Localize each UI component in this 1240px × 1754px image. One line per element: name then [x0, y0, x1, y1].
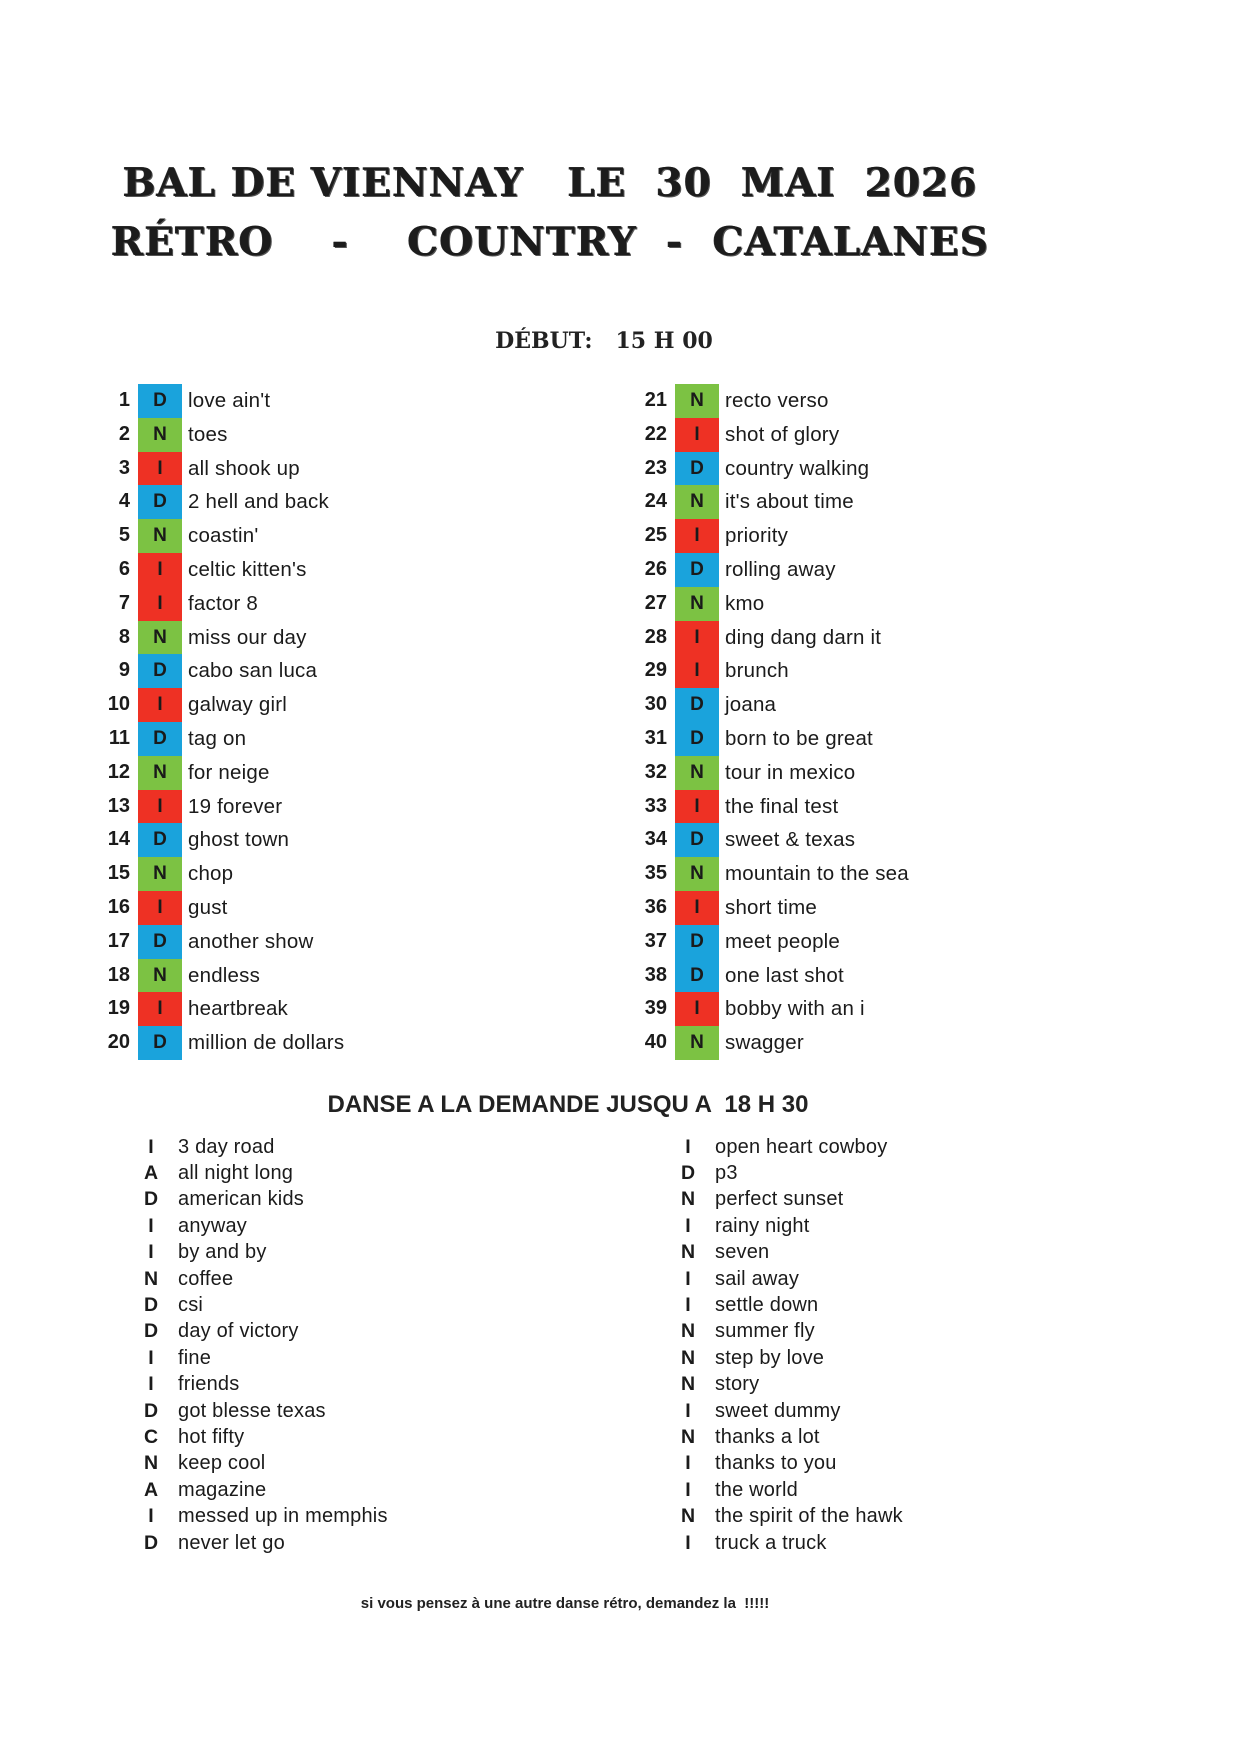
- dance-type-badge: D: [138, 722, 182, 756]
- request-row: [675, 1398, 903, 1424]
- playlist-number: 7: [118, 591, 130, 614]
- playlist-number: 23: [644, 456, 667, 479]
- dance-name: coastin': [188, 524, 259, 548]
- request-row: [675, 1477, 903, 1503]
- playlist-row: [627, 519, 909, 553]
- playlist-row: [90, 485, 344, 519]
- request-type-letter: A: [143, 1478, 159, 1501]
- request-row: [138, 1292, 388, 1318]
- dance-name: joana: [725, 693, 777, 717]
- playlist-number: 25: [644, 524, 667, 547]
- playlist-number: 6: [118, 557, 130, 580]
- request-dance-name: friends: [178, 1373, 240, 1396]
- request-row: [675, 1213, 903, 1239]
- dance-type-badge: I: [675, 621, 719, 655]
- playlist-row: [627, 823, 909, 857]
- request-dance-name: got blesse texas: [178, 1399, 326, 1422]
- request-row: [138, 1213, 388, 1239]
- playlist-number: 37: [644, 929, 667, 952]
- footer-note: si vous pensez à une autre danse rétro, demandez la !!!!!: [360, 1595, 770, 1612]
- request-row: [138, 1319, 388, 1345]
- playlist-row: [90, 688, 344, 722]
- request-type-letter: D: [680, 1162, 696, 1185]
- dance-type-badge: N: [675, 756, 719, 790]
- dance-type-badge: I: [675, 790, 719, 824]
- request-dance-name: the spirit of the hawk: [715, 1505, 903, 1528]
- playlist-row: [627, 857, 909, 891]
- playlist-number: 15: [107, 862, 130, 885]
- request-dance-name: sweet dummy: [715, 1399, 841, 1422]
- playlist-number: 40: [644, 1031, 667, 1054]
- request-type-letter: N: [680, 1320, 696, 1343]
- request-row: [138, 1503, 388, 1529]
- request-dance-name: summer fly: [715, 1320, 815, 1343]
- dance-type-badge: D: [675, 452, 719, 486]
- request-dance-name: never let go: [178, 1531, 285, 1554]
- playlist-number: 26: [644, 557, 667, 580]
- request-row: [138, 1160, 388, 1186]
- dance-type-badge: D: [138, 485, 182, 519]
- dance-name: swagger: [725, 1031, 804, 1055]
- request-row: [138, 1240, 388, 1266]
- request-row: [138, 1451, 388, 1477]
- request-dance-name: magazine: [178, 1478, 267, 1501]
- playlist-number: 24: [644, 490, 667, 513]
- dance-name: heartbreak: [188, 997, 289, 1021]
- request-row: [138, 1266, 388, 1292]
- playlist-row: [90, 553, 344, 587]
- dance-type-badge: D: [675, 688, 719, 722]
- dance-name: love ain't: [188, 389, 271, 412]
- playlist-row: [627, 384, 909, 418]
- playlist-number: 10: [107, 693, 130, 716]
- playlist-row: [90, 823, 344, 857]
- playlist-number: 34: [644, 828, 667, 851]
- playlist-number: 14: [107, 828, 130, 851]
- playlist-row: [627, 925, 909, 959]
- dance-name: priority: [725, 524, 789, 548]
- playlist-number: 38: [644, 963, 667, 986]
- playlist-number: 5: [118, 524, 130, 547]
- playlist-number: 22: [644, 422, 667, 445]
- playlist-number: 31: [644, 726, 667, 749]
- dance-name: 19 forever: [188, 794, 283, 818]
- playlist-row: [90, 891, 344, 925]
- playlist-row: [627, 891, 909, 925]
- playlist-number: 16: [107, 895, 130, 918]
- dance-type-badge: I: [675, 992, 719, 1026]
- dance-name: brunch: [725, 659, 789, 683]
- dance-type-badge: N: [675, 857, 719, 891]
- playlist-row: [90, 722, 344, 756]
- playlist-number: 9: [118, 659, 130, 682]
- playlist-row: [627, 418, 909, 452]
- dance-type-badge: D: [675, 925, 719, 959]
- playlist-row: [627, 992, 909, 1026]
- playlist-number: 1: [118, 389, 130, 411]
- dance-name: for neige: [188, 760, 270, 784]
- request-type-letter: I: [685, 1531, 691, 1554]
- request-type-letter: D: [143, 1188, 159, 1211]
- dance-type-badge: I: [138, 891, 182, 925]
- event-subtitle: RÉTRO - COUNTRY - CATALANES: [110, 219, 990, 265]
- request-type-letter: I: [148, 1346, 154, 1369]
- playlist-row: [627, 688, 909, 722]
- request-dance-name: coffee: [178, 1267, 234, 1290]
- dance-name: rolling away: [725, 557, 836, 581]
- playlist-number: 33: [644, 794, 667, 817]
- request-type-letter: C: [143, 1425, 159, 1448]
- request-dance-name: seven: [715, 1241, 770, 1264]
- request-dance-name: day of victory: [178, 1320, 299, 1343]
- playlist-row: [627, 485, 909, 519]
- dance-name: tag on: [188, 726, 247, 750]
- dance-name: million de dollars: [188, 1031, 345, 1055]
- playlist-row: [90, 925, 344, 959]
- request-heading: DANSE A LA DEMANDE JUSQU A 18 H 30: [327, 1091, 809, 1118]
- dance-type-badge: D: [675, 722, 719, 756]
- playlist-row: [627, 654, 909, 688]
- playlist-row: [627, 722, 909, 756]
- dance-name: all shook up: [188, 456, 300, 480]
- playlist-row: [90, 587, 344, 621]
- dance-name: endless: [188, 963, 261, 987]
- request-dance-name: all night long: [178, 1162, 294, 1185]
- request-type-letter: D: [143, 1294, 159, 1317]
- dance-type-badge: N: [138, 756, 182, 790]
- dance-type-badge: I: [675, 418, 719, 452]
- dance-name: bobby with an i: [725, 997, 865, 1021]
- request-dance-name: csi: [178, 1294, 204, 1317]
- request-type-letter: D: [143, 1531, 159, 1554]
- playlist-number: 4: [118, 490, 130, 513]
- request-row: [675, 1530, 903, 1556]
- playlist-number: 18: [107, 963, 130, 986]
- playlist-number: 30: [644, 693, 667, 716]
- dance-name: another show: [188, 929, 314, 953]
- request-row: [675, 1451, 903, 1477]
- request-row: [675, 1187, 903, 1213]
- request-dance-name: hot fifty: [178, 1425, 245, 1448]
- dance-name: country walking: [725, 456, 870, 480]
- playlist-number: 32: [644, 760, 667, 783]
- request-type-letter: I: [148, 1241, 154, 1264]
- request-type-letter: I: [685, 1294, 691, 1317]
- dance-name: mountain to the sea: [725, 862, 909, 886]
- dance-name: toes: [188, 422, 228, 446]
- playlist-row: [627, 452, 909, 486]
- dance-name: ding dang darn it: [725, 625, 882, 649]
- dance-type-badge: N: [138, 857, 182, 891]
- dance-type-badge: D: [138, 925, 182, 959]
- request-row: [675, 1160, 903, 1186]
- dance-type-badge: N: [675, 587, 719, 621]
- dance-type-badge: D: [675, 823, 719, 857]
- request-dance-name: keep cool: [178, 1452, 266, 1475]
- dance-name: gust: [188, 895, 228, 919]
- dance-type-badge: N: [138, 418, 182, 452]
- request-dance-name: anyway: [178, 1214, 248, 1237]
- request-type-letter: N: [680, 1505, 696, 1528]
- dance-name: chop: [188, 862, 234, 886]
- playlist-number: 21: [644, 389, 667, 411]
- dance-name: celtic kitten's: [188, 557, 307, 581]
- dance-type-badge: D: [675, 959, 719, 993]
- dance-name: 2 hell and back: [188, 490, 329, 514]
- playlist-number: 36: [644, 895, 667, 918]
- playlist-row: [90, 418, 344, 452]
- playlist-row: [90, 452, 344, 486]
- playlist-row: [90, 621, 344, 655]
- dance-type-badge: I: [675, 891, 719, 925]
- request-type-letter: I: [148, 1214, 154, 1237]
- request-type-letter: N: [680, 1188, 696, 1211]
- request-row: [675, 1240, 903, 1266]
- dance-type-badge: N: [138, 621, 182, 655]
- request-row: [675, 1372, 903, 1398]
- dance-type-badge: I: [138, 587, 182, 621]
- request-dance-name: story: [715, 1373, 760, 1396]
- playlist-row: [627, 959, 909, 993]
- dance-type-badge: I: [675, 519, 719, 553]
- request-dance-name: the world: [715, 1478, 798, 1501]
- dance-type-badge: I: [138, 452, 182, 486]
- dance-name: shot of glory: [725, 422, 840, 446]
- request-row: [675, 1266, 903, 1292]
- request-row: [138, 1477, 388, 1503]
- playlist-number: 28: [644, 625, 667, 648]
- dance-type-badge: D: [675, 553, 719, 587]
- request-dance-name: p3: [715, 1162, 738, 1185]
- playlist-number: 35: [644, 862, 667, 885]
- request-type-letter: N: [143, 1452, 159, 1475]
- playlist-number: 13: [107, 794, 130, 817]
- dance-type-badge: D: [138, 823, 182, 857]
- request-dance-name: settle down: [715, 1294, 819, 1317]
- dance-type-badge: I: [138, 992, 182, 1026]
- request-row: [675, 1134, 903, 1160]
- event-title: BAL DE VIENNAY LE 30 MAI 2026: [122, 160, 978, 206]
- playlist-row: [90, 959, 344, 993]
- playlist-number: 12: [107, 760, 130, 783]
- request-type-letter: N: [680, 1373, 696, 1396]
- playlist-number: 3: [118, 456, 130, 479]
- request-type-letter: I: [148, 1373, 154, 1396]
- request-type-letter: N: [680, 1346, 696, 1369]
- request-type-letter: I: [685, 1478, 691, 1501]
- playlist-row: [627, 621, 909, 655]
- playlist-row: [627, 790, 909, 824]
- playlist-number: 29: [644, 659, 667, 682]
- request-type-letter: N: [680, 1425, 696, 1448]
- request-type-letter: I: [685, 1399, 691, 1422]
- request-dance-name: rainy night: [715, 1214, 810, 1237]
- playlist-row: [90, 992, 344, 1026]
- request-dance-name: 3 day road: [178, 1135, 275, 1158]
- request-row: [675, 1319, 903, 1345]
- request-row: [138, 1134, 388, 1160]
- playlist-row: [90, 1026, 344, 1060]
- playlist-column-left: [90, 384, 344, 1060]
- playlist-row: [90, 384, 344, 418]
- request-row: [675, 1503, 903, 1529]
- dance-name: ghost town: [188, 828, 290, 852]
- request-type-letter: A: [143, 1162, 159, 1185]
- playlist-row: [627, 1026, 909, 1060]
- request-type-letter: D: [143, 1399, 159, 1422]
- playlist-number: 2: [118, 422, 130, 445]
- playlist-row: [627, 553, 909, 587]
- dance-type-badge: D: [138, 384, 182, 418]
- dance-type-badge: D: [138, 1026, 182, 1060]
- playlist-column-right: [627, 384, 909, 1060]
- request-row: [675, 1424, 903, 1450]
- playlist-row: [90, 519, 344, 553]
- request-dance-name: perfect sunset: [715, 1188, 844, 1211]
- request-type-letter: I: [685, 1214, 691, 1237]
- request-dance-name: by and by: [178, 1241, 267, 1264]
- request-type-letter: N: [680, 1241, 696, 1264]
- playlist-row: [90, 756, 344, 790]
- playlist-number: 20: [107, 1031, 130, 1054]
- dance-name: recto verso: [725, 389, 829, 412]
- dance-type-badge: I: [675, 654, 719, 688]
- dance-type-badge: D: [138, 654, 182, 688]
- playlist-row: [90, 654, 344, 688]
- dance-type-badge: N: [138, 519, 182, 553]
- dance-name: kmo: [725, 591, 765, 615]
- request-row: [138, 1187, 388, 1213]
- dance-name: tour in mexico: [725, 760, 856, 784]
- playlist-number: 19: [107, 997, 130, 1020]
- dance-name: it's about time: [725, 490, 854, 514]
- dance-type-badge: I: [138, 688, 182, 722]
- dance-name: sweet & texas: [725, 828, 856, 852]
- dance-type-badge: N: [675, 1026, 719, 1060]
- request-row: [138, 1372, 388, 1398]
- playlist-row: [627, 756, 909, 790]
- dance-name: the final test: [725, 794, 839, 818]
- request-dance-name: thanks to you: [715, 1452, 837, 1475]
- request-type-letter: I: [148, 1135, 154, 1158]
- dance-name: cabo san luca: [188, 659, 318, 683]
- request-type-letter: D: [143, 1320, 159, 1343]
- request-type-letter: I: [685, 1452, 691, 1475]
- request-row: [138, 1398, 388, 1424]
- playlist-number: 17: [107, 929, 130, 952]
- dance-name: short time: [725, 895, 817, 919]
- dance-type-badge: I: [138, 553, 182, 587]
- dance-name: factor 8: [188, 591, 258, 615]
- playlist-row: [90, 857, 344, 891]
- dance-type-badge: N: [675, 485, 719, 519]
- request-column-left: [138, 1134, 388, 1556]
- start-time: DÉBUT: 15 H 00: [495, 328, 713, 354]
- playlist-row: [627, 587, 909, 621]
- dance-name: born to be great: [725, 726, 873, 750]
- request-row: [138, 1345, 388, 1371]
- request-dance-name: step by love: [715, 1346, 825, 1369]
- request-dance-name: truck a truck: [715, 1531, 827, 1554]
- request-dance-name: american kids: [178, 1188, 304, 1211]
- dance-name: galway girl: [188, 693, 288, 717]
- request-row: [138, 1424, 388, 1450]
- dance-name: one last shot: [725, 963, 844, 987]
- request-row: [675, 1345, 903, 1371]
- request-type-letter: I: [685, 1267, 691, 1290]
- request-dance-name: messed up in memphis: [178, 1505, 388, 1528]
- request-row: [138, 1530, 388, 1556]
- playlist-row: [90, 790, 344, 824]
- playlist-number: 8: [118, 625, 130, 648]
- request-dance-name: open heart cowboy: [715, 1135, 888, 1158]
- dance-type-badge: N: [138, 959, 182, 993]
- request-dance-name: sail away: [715, 1267, 800, 1290]
- request-dance-name: fine: [178, 1346, 212, 1369]
- request-type-letter: I: [148, 1505, 154, 1528]
- playlist-number: 27: [644, 591, 667, 614]
- dance-name: meet people: [725, 929, 841, 953]
- dance-type-badge: I: [138, 790, 182, 824]
- request-type-letter: N: [143, 1267, 159, 1290]
- request-type-letter: I: [685, 1135, 691, 1158]
- request-column-right: [675, 1134, 903, 1556]
- request-row: [675, 1292, 903, 1318]
- dance-type-badge: N: [675, 384, 719, 418]
- playlist-number: 39: [644, 997, 667, 1020]
- request-dance-name: thanks a lot: [715, 1425, 820, 1448]
- dance-name: miss our day: [188, 625, 307, 649]
- playlist-number: 11: [108, 726, 130, 749]
